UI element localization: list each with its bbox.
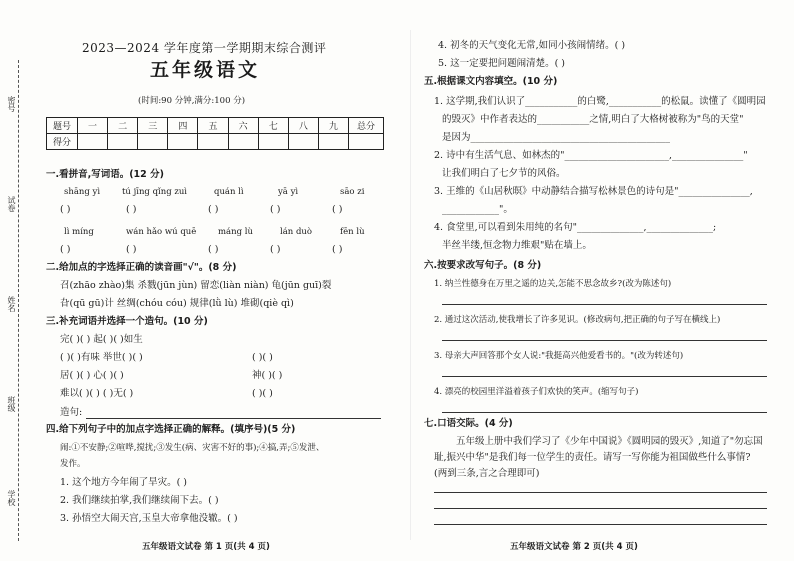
section-6-title: 六.按要求改写句子。(8 分) [424,260,542,271]
section-7-title: 七.口语交际。(4 分) [424,418,513,429]
idiom-row[interactable]: 完( )( ) 起( )( )如生 [60,334,143,345]
score-input-cell[interactable] [198,134,228,150]
question-4-2[interactable]: 2. 我们继续拍掌,我们继续闹下去。( ) [60,495,219,506]
rewrite-question: 2. 通过这次活动,使我增长了许多见识。(修改病句,把正确的句子写在横线上) [434,315,721,325]
right-page [420,0,780,561]
score-input-cell[interactable] [258,134,288,150]
pinyin: lì míng [64,227,94,237]
score-cell: 二 [108,118,138,134]
pinyin-answer-blank[interactable]: ( ) [208,244,219,255]
pinyin-answer-blank[interactable]: ( ) [60,244,71,255]
pinyin-answer-blank[interactable]: ( ) [270,244,281,255]
section-1-title: 一.看拼音,写词语。(12 分) [46,169,164,180]
left-page [42,0,397,561]
score-cell: 七 [258,118,288,134]
oral-paragraph-line: 五年级上册中我们学习了《少年中国说》《圆明园的毁灭》,知道了"勿忘国 [456,436,763,447]
sentence-answer-line[interactable] [86,418,381,419]
binding-label-code: 密号 [7,96,16,112]
idiom-row[interactable]: ( )( ) [252,352,273,363]
answer-line[interactable] [442,412,767,413]
answer-line[interactable] [434,508,767,509]
pronunciation-line-1: 召(zhāo zhào)集 杀戮(jūn jùn) 留恋(liàn niàn) 龟(jūn guī)裂 [60,280,332,291]
score-table-score-row [47,134,384,150]
oral-paragraph-line: 耻,振兴中华"是我们每一位学生的责任。请写一写你能为祖国做些什么事情? [434,452,751,463]
fill-line[interactable]: 4. 食堂里,可以看到朱用纯的名句"______________,______________; [434,222,717,233]
score-cell: 九 [318,118,348,134]
fill-line[interactable]: 2. 诗中有生活气息、如林杰的"______________________,_______________" [434,150,748,161]
score-cell: 总分 [349,118,384,134]
score-cell: 八 [288,118,318,134]
score-input-cell[interactable] [168,134,198,150]
score-input-cell[interactable] [349,134,384,150]
pinyin-answer-blank[interactable]: ( ) [332,244,343,255]
pinyin: tú jīng qǐng zuì [122,187,188,197]
answer-line[interactable] [434,524,767,525]
oral-paragraph-line: (两到三条,言之合理即可) [434,468,540,479]
binding-label-paper: 试卷 [7,196,16,212]
fill-line: 半丝半缕,恒念物力维艰"贴在墙上。 [442,240,592,251]
pinyin: shāng yì [64,187,101,197]
question-4-4[interactable]: 4. 初冬的天气变化无常,如同小孩闹情绪。( ) [438,40,626,51]
question-4-1[interactable]: 1. 这个地方今年闹了旱灾。( ) [60,477,188,488]
idiom-row[interactable]: 居( )( ) 心( )( ) [60,370,124,381]
page-divider [410,30,411,540]
pinyin: sāo zi [340,187,365,197]
pinyin: lán duò [280,227,312,237]
fill-line[interactable]: 3. 王维的《山居秋暝》中动静结合描写松林景色的诗句是"_______________, [434,186,753,197]
exam-meta: (时间:90 分钟,满分:100 分) [138,96,246,106]
score-cell: 四 [168,118,198,134]
exam-title: 2023—2024 学年度第一学期期末综合测评 [82,41,327,55]
pronunciation-line-2: 旮(qū gū)计 丝绸(chóu cóu) 规律(lǜ lù) 堆砌(qiè qì) [60,298,294,309]
score-input-cell[interactable] [228,134,258,150]
sentence-label: 造句: [60,407,83,418]
pinyin-answer-blank[interactable]: ( ) [126,244,137,255]
binding-margin [0,0,34,561]
score-cell: 得分 [47,134,78,150]
section-2-title: 二.给加点的字选择正确的读音画"√"。(8 分) [46,262,237,273]
fill-line: 让我们明白了七夕节的风俗。 [442,168,566,179]
definition-line: 发作。 [60,459,86,469]
binding-label-class: 班级 [7,396,16,412]
score-table [46,117,384,150]
score-input-cell[interactable] [318,134,348,150]
fill-line[interactable]: 1. 这学期,我们认识了___________的白鹭,___________的松鼠。读懂了《圆明园 [434,96,766,107]
fill-line[interactable]: 的毁灭》中作者表达的___________之情,明白了大格树被称为"鸟的天堂" [442,114,744,125]
score-table-header-row [47,118,384,134]
question-4-3[interactable]: 3. 孙悟空大闹天宫,玉皇大帝拿他没辙。( ) [60,513,238,524]
question-4-5[interactable]: 5. 这一定要把问题闹清楚。( ) [438,58,566,69]
pinyin-answer-blank[interactable]: ( ) [270,204,281,215]
section-4-title: 四.给下列句子中的加点字选择正确的解释。(填序号)(5 分) [46,424,296,435]
score-input-cell[interactable] [108,134,138,150]
rewrite-question: 4. 漂亮的校园里洋溢着孩子们欢快的笑声。(缩写句子) [434,387,639,397]
pinyin-answer-blank[interactable]: ( ) [126,204,137,215]
rewrite-question: 1. 纳兰性德身在万里之遥的边关,怎能不思念故乡?(改为陈述句) [434,279,672,289]
answer-line[interactable] [434,492,767,493]
score-cell: 一 [78,118,108,134]
idiom-row[interactable]: ( )( ) [252,388,273,399]
score-cell: 六 [228,118,258,134]
idiom-row[interactable]: 神( )( ) [252,370,283,381]
pinyin: quán lì [214,187,244,197]
pinyin: wán hǎo wú quē [126,227,197,237]
rewrite-question: 3. 母亲大声回答那个女人说:"我挺高兴他爱看书的。"(改为转述句) [434,351,684,361]
fill-line[interactable]: 是因为__________________________________________ [442,132,671,143]
score-cell: 三 [138,118,168,134]
footer-page-1: 五年级语文试卷 第 1 页(共 4 页) [142,542,270,552]
binding-label-name: 姓名 [7,296,16,312]
answer-line[interactable] [442,376,767,377]
section-3-title: 三.补充词语并选择一个造句。(10 分) [46,316,208,327]
definition-line: 闹:①不安静;②喧哗,搅扰;③发生(病、灾害不好的事);④搞,弄;⑤发泄、 [60,443,325,453]
pinyin: fēn lù [340,227,365,237]
footer-page-2: 五年级语文试卷 第 2 页(共 4 页) [510,542,638,552]
pinyin-answer-blank[interactable]: ( ) [208,204,219,215]
idiom-row[interactable]: 难以( )( ) ( )无( ) [60,388,134,399]
idiom-row[interactable]: ( )( )有味 举世( )( ) [60,352,143,363]
score-input-cell[interactable] [138,134,168,150]
section-5-title: 五.根据课文内容填空。(10 分) [424,76,558,87]
score-input-cell[interactable] [288,134,318,150]
subject-title: 五年级语文 [150,59,261,81]
pinyin-answer-blank[interactable]: ( ) [332,204,343,215]
fill-line[interactable]: ____________"。 [442,204,513,215]
pinyin: yā yì [278,187,299,197]
pinyin: máng lù [218,227,253,237]
score-cell: 题号 [47,118,78,134]
binding-label-school: 学校 [7,490,16,506]
score-cell: 五 [198,118,228,134]
answer-line[interactable] [442,340,767,341]
answer-line[interactable] [442,304,767,305]
score-input-cell[interactable] [78,134,108,150]
binding-dashed-line [18,60,19,541]
pinyin-answer-blank[interactable]: ( ) [60,204,71,215]
